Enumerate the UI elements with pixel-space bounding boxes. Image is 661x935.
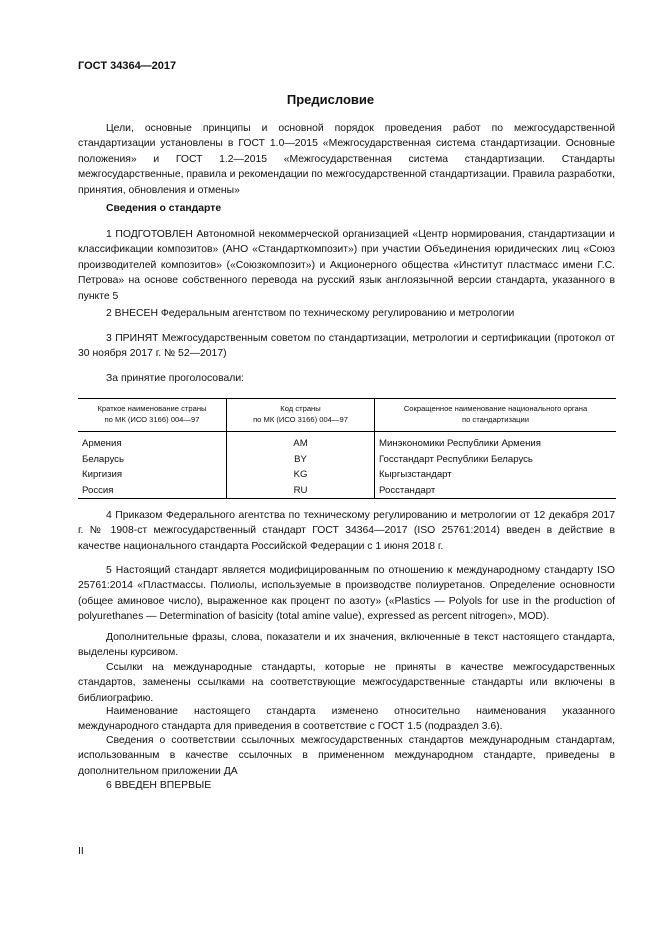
table-cell-body: Минэкономики Республики Армения — [375, 432, 617, 452]
table-cell-country: Армения — [78, 432, 227, 452]
table-cell-country: Россия — [78, 483, 227, 499]
document-code-header: ГОСТ 34364—2017 — [78, 60, 177, 72]
item-5-paragraph: 5 Настоящий стандарт является модифицированным по отношению к международному стандарту ISO 25761:2014 «Пластмассы. Полиолы, используемые в производстве полиуретанов. Определение основности (общее аминовое число), выраженное как процент по азоту» («Plastics — Polyols for use in the production of polyurethanes — Determination of basicity (total amine value), expressed as percent nitrogen», MOD). — [78, 565, 615, 623]
table-cell-body: Госстандарт Республики Беларусь — [375, 452, 617, 468]
table-cell-country: Беларусь — [78, 452, 227, 468]
item-5-references-note: Ссылки на международные стандарты, которые не приняты в качестве межгосударственных стандартов, заменены ссылками на соответствующие межгосударственные стандарты или включены в библиографию. — [78, 662, 615, 704]
section-heading: Сведения о стандарте — [106, 203, 222, 214]
header-text: Код страны — [280, 404, 321, 413]
item-5-title-note: Наименование настоящего стандарта изменено относительно наименования указанного международного стандарта для приведения в соответствие с ГОСТ 1.5 (подраздел 3.6). — [78, 706, 615, 733]
item-5-italic-note: Дополнительные фразы, слова, показатели и их значения, включенные в текст настоящего стандарта, выделены курсивом. — [78, 632, 615, 659]
table-cell-country: Киргизия — [78, 467, 227, 483]
page-title: Предисловие — [286, 92, 375, 107]
header-text: по МК (ИСО 3166) 004—97 — [253, 415, 348, 424]
table-row — [78, 483, 616, 499]
item-3-paragraph: 3 ПРИНЯТ Межгосударственным советом по стандартизации, метрологии и сертификации (протокол от 30 ноября 2017 г. № 52—2017) — [78, 333, 615, 360]
voting-table — [78, 398, 616, 499]
table-cell-body: Росстандарт — [375, 483, 617, 499]
table-cell-code: BY — [227, 452, 375, 468]
header-text: по МК (ИСО 3166) 004—97 — [104, 415, 200, 424]
table-header-row — [78, 399, 616, 432]
item-4-paragraph: 4 Приказом Федерального агентства по техническому регулированию и метрологии от 12 декабря 2017 г. № 1908-ст межгосударственный стандарт ГОСТ 34364—2017 (ISO 25761:2014) введен в действие в качестве национального стандарта Российской Федерации с 1 июня 2018 г. — [78, 510, 615, 552]
table-row — [78, 452, 616, 468]
page-number: II — [78, 845, 84, 857]
table-cell-code: AM — [227, 432, 375, 452]
intro-paragraph: Цели, основные принципы и основной порядок проведения работ по межгосударственной стандартизации установлены в ГОСТ 1.0—2015 «Межгосударственная система стандартизации. Основные положения» и ГОСТ 1.2—2015 «Межгосударственная система стандартизации. Стандарты межгосударственные, правила и рекомендации по межгосударственной стандартизации. Правила разработки, принятия, обновления и отмены» — [78, 123, 615, 196]
table-cell-body: Кыргызстандарт — [375, 467, 617, 483]
header-text: Сокращенное наименование национального органа — [403, 404, 588, 413]
item-1-paragraph: 1 ПОДГОТОВЛЕН Автономной некоммерческой организацией «Центр нормирования, стандартизации и классификации композитов» (АНО «Стандарткомпозит») при участии Объединения юридических лиц «Союз производителей композитов» («Союзкомпозит») и Акционерного общества «Институт пластмасс имени Г.С. Петрова» на основе собственного перевода на русский язык англоязычной версии стандарта, указанного в пункте 5 — [78, 229, 615, 302]
table-cell-code: KG — [227, 467, 375, 483]
item-2-paragraph: 2 ВНЕСЕН Федеральным агентством по техническому регулированию и метрологии — [106, 308, 515, 319]
header-text: по стандартизации — [461, 415, 530, 424]
table-cell-code: RU — [227, 483, 375, 499]
item-6-paragraph: 6 ВВЕДЕН ВПЕРВЫЕ — [106, 780, 212, 791]
table-row — [78, 467, 616, 483]
table-header-body — [375, 399, 617, 432]
table-row — [78, 432, 616, 452]
voted-label: За принятие проголосовали: — [106, 373, 245, 384]
header-text: Краткое наименование страны — [97, 404, 207, 413]
table-header-country — [78, 399, 227, 432]
table-header-code — [227, 399, 375, 432]
item-5-annex-note: Сведения о соответствии ссылочных межгосударственных стандартов международным стандартам, использованным в качестве ссылочных в примененном международном стандарте, приведены в дополнительном приложении ДА — [78, 735, 615, 777]
